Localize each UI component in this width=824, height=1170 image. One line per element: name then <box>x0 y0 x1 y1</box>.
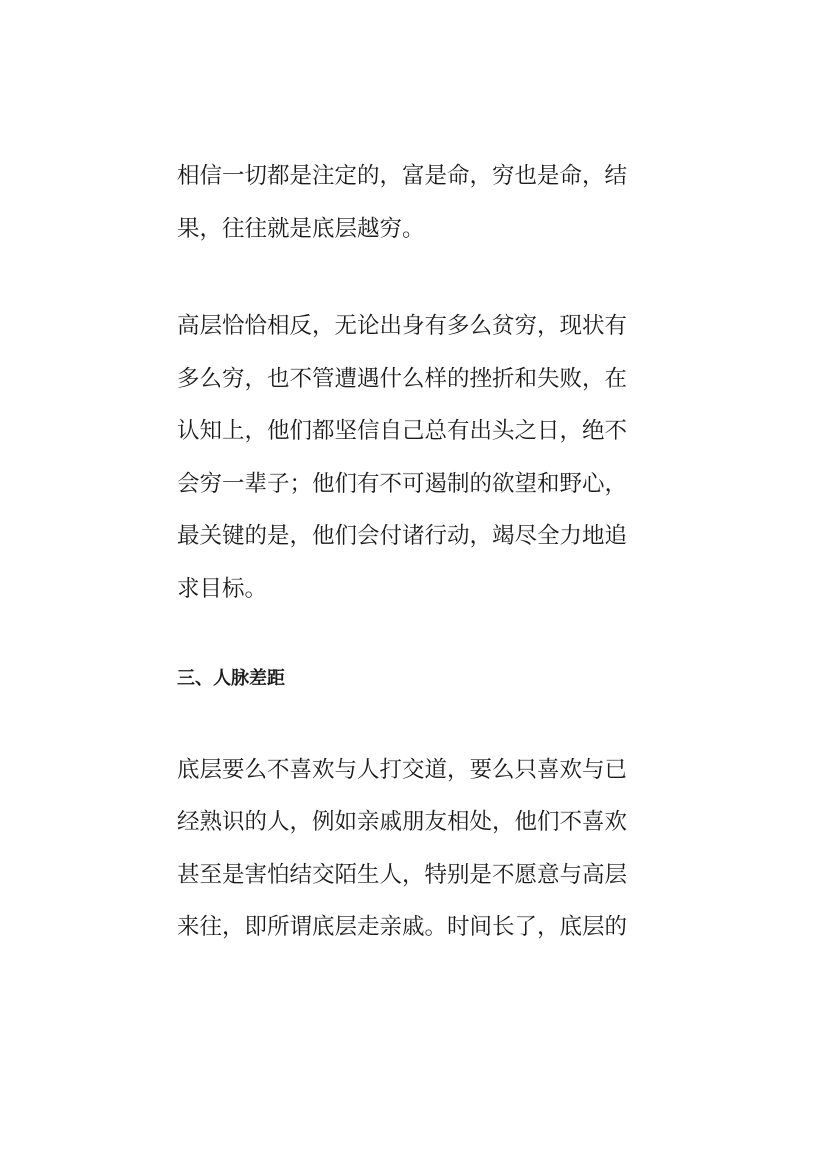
paragraph-network <box>177 744 657 954</box>
paragraph-upper-class <box>177 300 657 615</box>
text-line: 果，往往就是底层越穷。 <box>177 215 425 242</box>
document-page <box>177 150 657 954</box>
paragraph-fate <box>177 150 657 255</box>
text-line: 相信一切都是注定的，富是命，穷也是命，结 <box>177 163 628 189</box>
section-heading: 三、人脉差距 <box>177 668 285 689</box>
text-line: 高层恰恰相反，无论出身有多么贫穷，现状有 <box>177 313 628 339</box>
text-line: 甚至是害怕结交陌生人，特别是不愿意与高层 <box>177 861 628 888</box>
text-line: 求目标。 <box>177 575 268 602</box>
text-line: 多么穷，也不管遭遇什么样的挫折和失败，在 <box>177 365 628 392</box>
text-line: 来往，即所谓底层走亲戚。时间长了，底层的 <box>177 914 628 940</box>
text-line: 会穷一辈子；他们有不可遏制的欲望和野心， <box>177 470 628 497</box>
text-line: 认知上，他们都坚信自己总有出头之日，绝不 <box>177 418 628 444</box>
text-line: 底层要么不喜欢与人打交道，要么只喜欢与已 <box>177 756 628 783</box>
text-line: 经熟识的人，例如亲戚朋友相处，他们不喜欢 <box>177 809 628 835</box>
text-line: 最关键的是，他们会付诸行动，竭尽全力地追 <box>177 523 628 549</box>
